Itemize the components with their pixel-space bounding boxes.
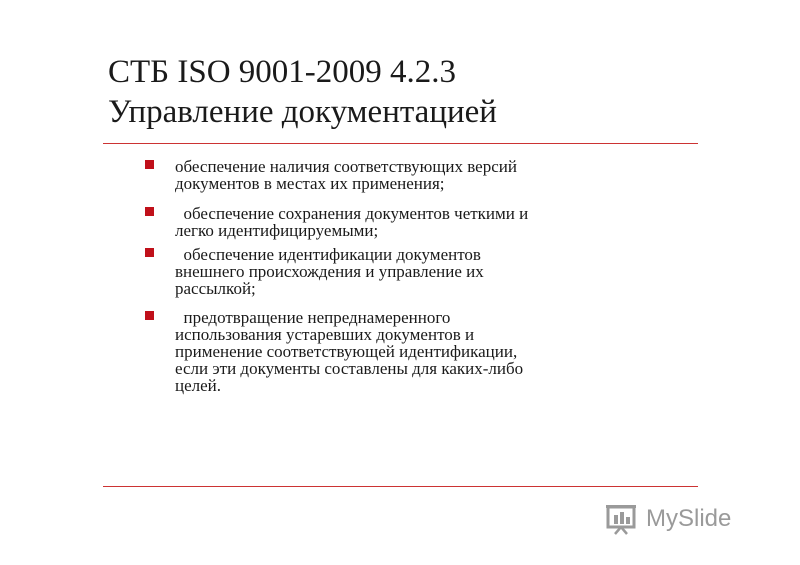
bullet-item: [175, 246, 635, 297]
title-line-1: СТБ ISO 9001-2009 4.2.3: [108, 54, 457, 90]
square-bullet-icon: [145, 207, 154, 216]
logo-text: MySlide: [646, 505, 732, 532]
bullet-text: обеспечение сохранения документов четкими и легко идентифицируемыми;: [175, 204, 529, 240]
myslide-logo: [606, 503, 731, 535]
myslide-logo-icon: [606, 503, 640, 535]
bullet-text: обеспечение наличия соответствующих версий документов в местах их применения;: [175, 157, 517, 193]
square-bullet-icon: [145, 248, 154, 257]
bullet-text: обеспечение идентификации документов внешнего происхождения и управление их рассылкой;: [175, 245, 484, 298]
bullet-item: [175, 158, 635, 192]
bullet-item: [175, 309, 635, 394]
square-bullet-icon: [145, 160, 154, 169]
bullet-text: предотвращение непреднамеренного использования устаревших документов и применение соответствующей идентификации, если эти документы составлены для каких-либо целей.: [175, 308, 524, 395]
top-divider: [103, 143, 698, 144]
slide-title: [108, 52, 497, 132]
bullet-item: [175, 205, 635, 239]
bottom-divider: [103, 486, 698, 487]
square-bullet-icon: [145, 311, 154, 320]
title-line-2: Управление документацией: [108, 94, 497, 130]
